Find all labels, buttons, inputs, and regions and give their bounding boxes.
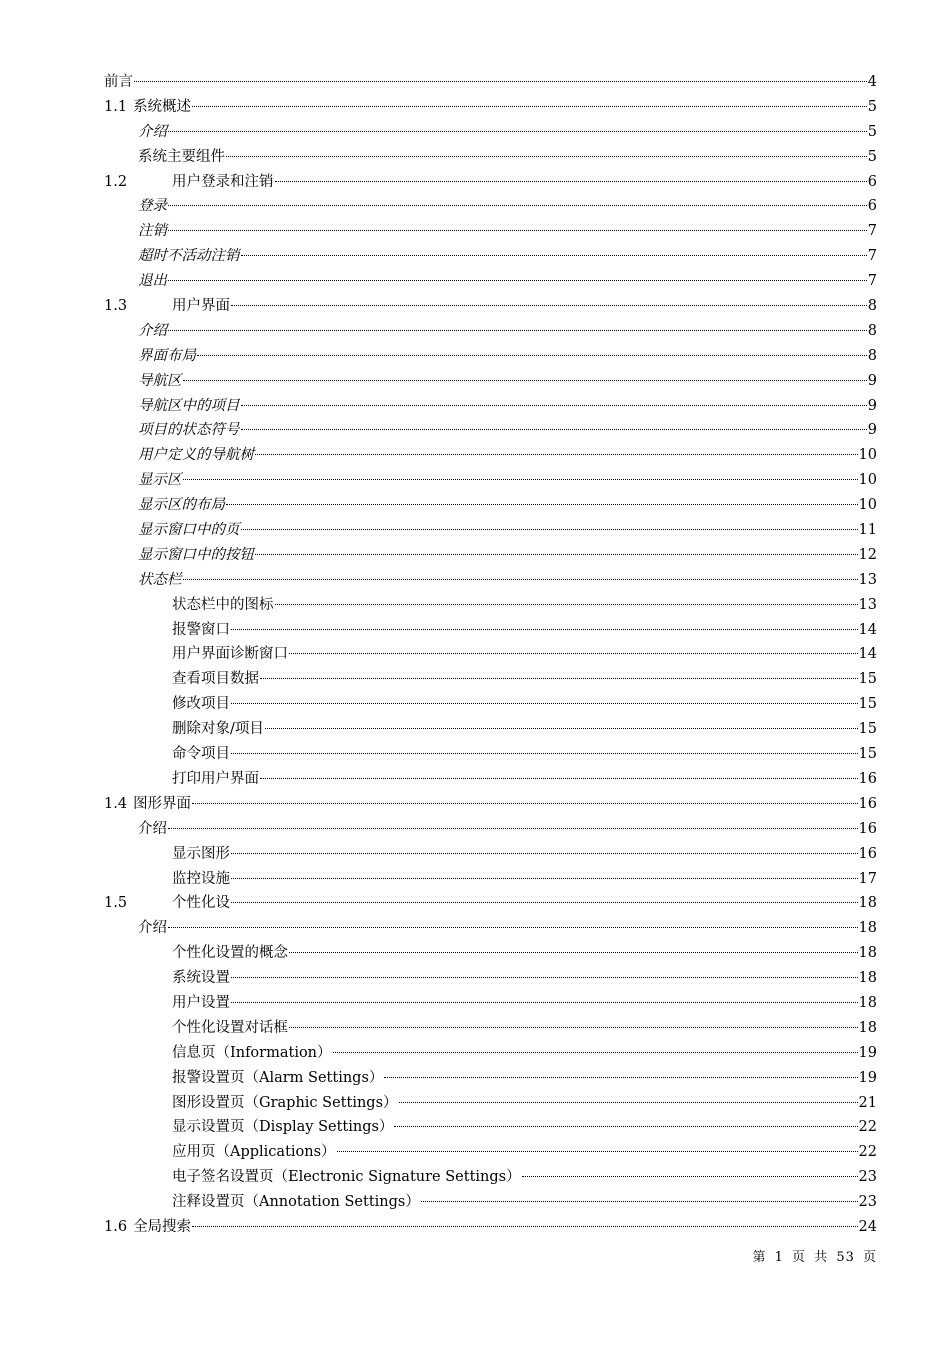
toc-dot-leader [255, 454, 858, 455]
toc-entry[interactable] [104, 518, 877, 543]
toc-entry-title: 状态栏 [138, 571, 182, 588]
toc-entry-page-number: 24 [858, 1218, 877, 1235]
toc-entry-page-number: 5 [867, 123, 877, 140]
toc-entry-page-number: 18 [858, 970, 877, 987]
toc-entry[interactable] [104, 543, 877, 568]
toc-dot-leader [289, 952, 858, 953]
toc-entry-title: 显示区 [138, 472, 182, 489]
toc-entry[interactable] [104, 692, 877, 717]
toc-entry[interactable] [104, 717, 877, 742]
toc-entry[interactable] [104, 667, 877, 692]
toc-dot-leader [231, 902, 858, 903]
toc-entry-number: 1.1 [104, 98, 128, 115]
toc-entry-page-number: 18 [858, 920, 877, 937]
toc-dot-leader [192, 106, 867, 107]
toc-entry[interactable] [104, 319, 877, 344]
toc-entry-page-number: 19 [858, 1044, 877, 1061]
toc-entry[interactable] [104, 1190, 877, 1215]
toc-entry[interactable] [104, 394, 877, 419]
toc-entry-page-number: 9 [867, 397, 877, 414]
toc-entry-title: 导航区 [138, 372, 182, 389]
toc-entry-title: 删除对象/项目 [172, 721, 264, 738]
toc-dot-leader [275, 181, 867, 182]
toc-entry-title: 个性化设 [172, 895, 230, 912]
toc-dot-leader [231, 629, 858, 630]
toc-dot-leader [337, 1151, 858, 1152]
toc-entry-page-number: 18 [858, 1019, 877, 1036]
toc-entry-title: 退出 [138, 273, 167, 290]
toc-entry-title: 登录 [138, 198, 167, 215]
toc-dot-leader [168, 927, 858, 928]
toc-dot-leader [289, 653, 858, 654]
toc-dot-leader [183, 479, 858, 480]
toc-entry-page-number: 8 [867, 347, 877, 364]
toc-entry-page-number: 11 [858, 522, 877, 539]
toc-entry[interactable] [104, 867, 877, 892]
toc-entry-title: 显示窗口中的页 [138, 522, 240, 539]
toc-dot-leader [168, 131, 867, 132]
toc-entry-title: 电子签名设置页（Electronic Signature Settings） [172, 1169, 521, 1186]
toc-entry-page-number: 15 [858, 671, 877, 688]
toc-entry[interactable] [104, 991, 877, 1016]
toc-entry-title: 监控设施 [172, 870, 230, 887]
toc-entry-page-number: 16 [858, 820, 877, 837]
toc-entry-page-number: 7 [867, 248, 877, 265]
toc-entry-page-number: 6 [867, 198, 877, 215]
toc-entry[interactable] [104, 618, 877, 643]
toc-entry-page-number: 13 [858, 596, 877, 613]
toc-entry[interactable] [104, 194, 877, 219]
toc-dot-leader [168, 230, 867, 231]
toc-entry-title: 用户定义的导航树 [138, 447, 254, 464]
toc-entry-title: 用户登录和注销 [172, 173, 274, 190]
toc-dot-leader [241, 255, 867, 256]
toc-entry[interactable] [104, 742, 877, 767]
toc-entry-page-number: 23 [858, 1194, 877, 1211]
toc-entry[interactable] [104, 642, 877, 667]
toc-entry[interactable] [104, 70, 877, 95]
toc-entry[interactable] [104, 1115, 877, 1140]
toc-dot-leader [168, 205, 867, 206]
toc-entry-title: 显示设置页（Display Settings） [172, 1119, 394, 1136]
toc-entry[interactable] [104, 891, 877, 916]
toc-entry-page-number: 8 [867, 322, 877, 339]
toc-dot-leader [231, 753, 858, 754]
toc-entry[interactable] [104, 493, 877, 518]
toc-entry[interactable] [104, 842, 877, 867]
toc-entry-title: 信息页（Information） [172, 1044, 332, 1061]
toc-entry[interactable] [104, 1165, 877, 1190]
toc-entry-page-number: 13 [858, 571, 877, 588]
toc-entry-page-number: 22 [858, 1144, 877, 1161]
toc-entry-title: 显示图形 [172, 845, 230, 862]
toc-dot-leader [192, 1226, 857, 1227]
toc-entry[interactable] [104, 95, 877, 120]
toc-entry-number: 1.3 [104, 298, 128, 315]
toc-entry-page-number: 18 [858, 994, 877, 1011]
toc-entry-title: 注销 [138, 223, 167, 240]
toc-entry-page-number: 9 [867, 422, 877, 439]
toc-dot-leader [197, 355, 867, 356]
toc-entry-title: 查看项目数据 [172, 671, 259, 688]
toc-dot-leader [394, 1126, 857, 1127]
toc-entry[interactable] [104, 966, 877, 991]
toc-dot-leader [231, 853, 858, 854]
toc-entry-page-number: 12 [858, 546, 877, 563]
toc-entry-title: 用户设置 [172, 994, 230, 1011]
toc-entry-page-number: 10 [858, 447, 877, 464]
toc-entry-title: 全局搜索 [133, 1218, 192, 1235]
toc-entry-page-number: 6 [867, 173, 877, 190]
toc-entry-title: 修改项目 [172, 696, 230, 713]
toc-dot-leader [134, 81, 867, 82]
toc-dot-leader [183, 579, 858, 580]
toc-dot-leader [384, 1077, 857, 1078]
toc-dot-leader [522, 1176, 858, 1177]
toc-entry-title: 用户界面诊断窗口 [172, 646, 288, 663]
toc-entry-title: 系统主要组件 [138, 148, 225, 165]
toc-entry-page-number: 16 [858, 770, 877, 787]
toc-entry-title: 介绍 [138, 322, 167, 339]
toc-entry-title: 个性化设置的概念 [172, 945, 288, 962]
table-of-contents [104, 70, 877, 1240]
toc-entry-page-number: 18 [858, 895, 877, 912]
toc-dot-leader [241, 405, 867, 406]
toc-entry[interactable] [104, 1140, 877, 1165]
toc-entry-page-number: 23 [858, 1169, 877, 1186]
toc-dot-leader [231, 305, 867, 306]
toc-entry[interactable] [104, 1215, 877, 1240]
toc-entry[interactable] [104, 568, 877, 593]
toc-dot-leader [241, 429, 867, 430]
toc-dot-leader [260, 778, 858, 779]
toc-entry[interactable] [104, 244, 877, 269]
toc-entry-page-number: 4 [867, 74, 877, 90]
toc-entry[interactable] [104, 1041, 877, 1066]
toc-entry-page-number: 5 [867, 148, 877, 165]
toc-entry-page-number: 19 [858, 1069, 877, 1086]
toc-entry-page-number: 14 [858, 621, 877, 638]
toc-entry-page-number: 15 [858, 721, 877, 738]
toc-entry-title: 系统设置 [172, 970, 230, 987]
toc-dot-leader [241, 529, 858, 530]
toc-entry[interactable] [104, 219, 877, 244]
toc-entry-number: 1.4 [104, 795, 128, 812]
toc-entry-page-number: 5 [867, 98, 877, 115]
toc-entry-title: 界面布局 [138, 347, 196, 364]
toc-entry-page-number: 7 [867, 273, 877, 290]
toc-entry-title: 个性化设置对话框 [172, 1019, 288, 1036]
toc-entry-number: 1.6 [104, 1218, 128, 1235]
toc-entry-title: 应用页（Applications） [172, 1144, 336, 1161]
toc-entry-title: 报警窗口 [172, 621, 230, 638]
toc-entry[interactable] [104, 369, 877, 394]
toc-entry-page-number: 18 [858, 945, 877, 962]
toc-entry[interactable] [104, 170, 877, 195]
page-footer: 第 1 页 共 53 页 [752, 1250, 877, 1265]
toc-entry-title: 状态栏中的图标 [172, 596, 274, 613]
toc-dot-leader [231, 703, 858, 704]
toc-dot-leader [183, 380, 867, 381]
toc-entry-page-number: 15 [858, 746, 877, 763]
toc-entry-title: 前言 [104, 74, 133, 90]
toc-entry-title: 导航区中的项目 [138, 397, 240, 414]
toc-dot-leader [168, 330, 867, 331]
toc-dot-leader [231, 977, 858, 978]
toc-entry-title: 项目的状态符号 [138, 422, 240, 439]
toc-entry[interactable] [104, 1091, 877, 1116]
toc-entry-page-number: 14 [858, 646, 877, 663]
toc-entry-title: 图形界面 [133, 795, 192, 812]
toc-entry-title: 显示区的布局 [138, 497, 225, 514]
toc-entry[interactable] [104, 1016, 877, 1041]
toc-dot-leader [275, 604, 858, 605]
toc-entry-title: 介绍 [138, 920, 167, 937]
toc-entry[interactable] [104, 468, 877, 493]
toc-entry-title: 注释设置页（Annotation Settings） [172, 1194, 420, 1211]
toc-entry-number: 1.5 [104, 895, 128, 912]
toc-entry[interactable] [104, 418, 877, 443]
toc-entry[interactable] [104, 269, 877, 294]
toc-entry[interactable] [104, 294, 877, 319]
toc-entry-title: 超时不活动注销 [138, 248, 240, 265]
toc-entry-page-number: 21 [858, 1094, 877, 1111]
toc-entry[interactable] [104, 792, 877, 817]
toc-entry-page-number: 7 [867, 223, 877, 240]
toc-entry[interactable] [104, 344, 877, 369]
toc-entry-title: 打印用户界面 [172, 770, 259, 787]
toc-dot-leader [399, 1102, 858, 1103]
toc-dot-leader [289, 1027, 858, 1028]
toc-entry[interactable] [104, 916, 877, 941]
toc-dot-leader [265, 728, 858, 729]
toc-entry[interactable] [104, 593, 877, 618]
toc-dot-leader [260, 678, 858, 679]
toc-entry[interactable] [104, 941, 877, 966]
toc-entry-page-number: 8 [867, 298, 877, 315]
toc-dot-leader [333, 1052, 858, 1053]
toc-entry[interactable] [104, 1066, 877, 1091]
toc-entry-page-number: 15 [858, 696, 877, 713]
toc-entry-page-number: 17 [858, 870, 877, 887]
toc-dot-leader [231, 1002, 858, 1003]
toc-entry[interactable] [104, 145, 877, 170]
toc-entry-page-number: 10 [858, 472, 877, 489]
toc-entry-title: 报警设置页（Alarm Settings） [172, 1069, 384, 1086]
toc-dot-leader [226, 156, 867, 157]
toc-dot-leader [168, 828, 858, 829]
toc-dot-leader [226, 504, 858, 505]
toc-entry-title: 用户界面 [172, 298, 230, 315]
toc-entry-page-number: 10 [858, 497, 877, 514]
toc-entry[interactable] [104, 817, 877, 842]
toc-entry[interactable] [104, 443, 877, 468]
toc-entry-page-number: 9 [867, 372, 877, 389]
toc-entry-title: 命令项目 [172, 746, 230, 763]
toc-entry-number: 1.2 [104, 173, 128, 190]
toc-dot-leader [168, 280, 867, 281]
toc-entry-page-number: 16 [858, 795, 877, 812]
toc-entry-title: 显示窗口中的按钮 [138, 546, 254, 563]
toc-entry-title: 系统概述 [133, 98, 192, 115]
toc-dot-leader [192, 803, 857, 804]
toc-dot-leader [255, 554, 858, 555]
toc-entry[interactable] [104, 767, 877, 792]
toc-entry-page-number: 22 [858, 1119, 877, 1136]
toc-dot-leader [421, 1201, 858, 1202]
toc-entry[interactable] [104, 120, 877, 145]
toc-entry-page-number: 16 [858, 845, 877, 862]
toc-entry-title: 介绍 [138, 820, 167, 837]
toc-dot-leader [231, 878, 858, 879]
toc-entry-title: 介绍 [138, 123, 167, 140]
toc-entry-title: 图形设置页（Graphic Settings） [172, 1094, 398, 1111]
